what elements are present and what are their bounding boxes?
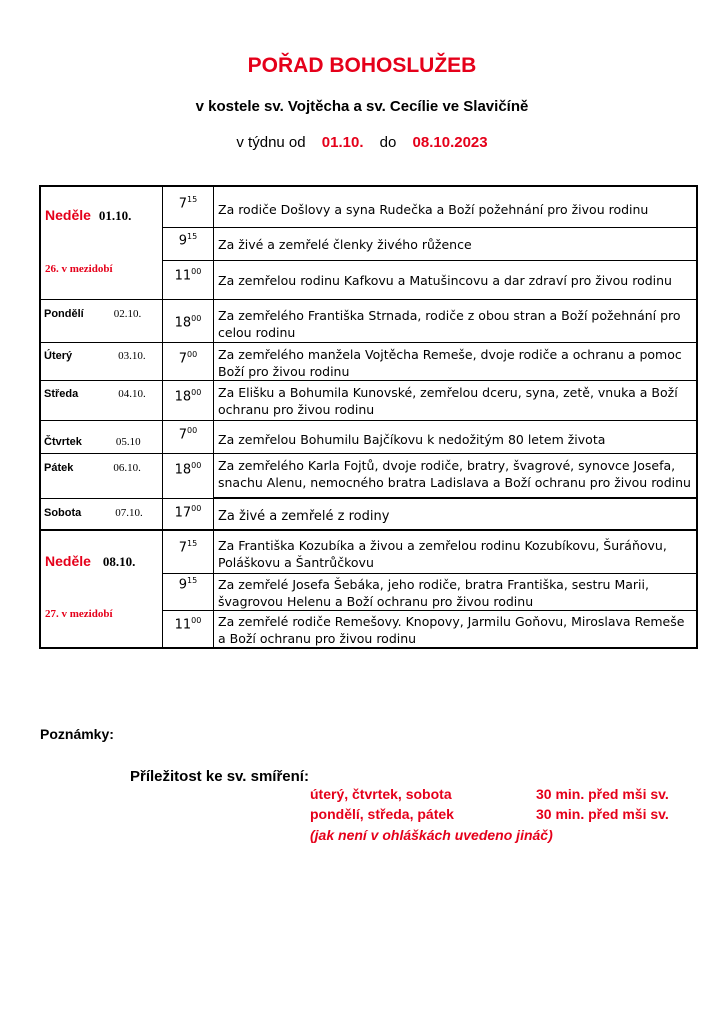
mass-hour: 18 [174,315,192,331]
mass-intention-text: Za Františka Kozubíka a živou a zemřelou rodinu Kozubíkovu, Šuráňovu, Poláškovu a Šantrůčkovu [218,538,667,570]
table-row [40,530,697,573]
mass-intention [214,186,698,228]
confession-note: (jak není v ohláškách uvedeno jináč) [310,827,553,843]
mass-intention [214,498,698,530]
confession-when-2: 30 min. před mši sv. [536,806,669,822]
mass-time [163,228,214,261]
mass-intention-text: Za Elišku a Bohumila Kunovské, zemřelou dceru, syna, zetě, vnuka a Boží ochranu pro živou rodinu [218,385,678,417]
mass-intention [214,261,698,300]
day-name: Středa [44,388,79,400]
mass-minute: 00 [191,615,202,625]
mass-intention [214,573,698,610]
day-name: Pátek [44,462,74,474]
mass-minute: 15 [187,539,198,548]
table-row [40,343,697,381]
mass-intention-text: Za rodiče Došlovy a syna Rudečka a Boží požehnání pro živou rodinu [218,202,649,217]
mass-intention-text: Za zemřelého Františka Strnada, rodiče z obou stran a Boží požehnání pro celou rodinu [218,308,681,340]
table-row [40,300,697,343]
day-cell [40,381,163,421]
mass-time [163,381,214,421]
week-prefix: v týdnu od [236,134,306,151]
day-cell [40,300,163,343]
mass-time [163,454,214,499]
mass-time [163,186,214,228]
day-cell [40,421,163,454]
day-date: 07.10. [115,506,143,519]
day-name: Úterý [44,350,73,362]
day-name: Neděle [45,207,91,223]
mass-minute: 15 [187,232,198,242]
mass-intention [214,381,698,421]
day-name: Čtvrtek [44,436,82,448]
mass-intention-text: Za zemřelého Karla Fojtů, dvoje rodiče, bratry, švagrové, synovce Josefa, snachu Alenu, nemocného bratra Ladislava a Boží ochranu pro živou rodinu [218,458,691,490]
day-cell [40,186,163,300]
mass-hour: 17 [174,504,192,520]
mass-time [163,530,214,573]
mass-intention-text: Za živé a zemřelé členky živého růžence [218,237,472,253]
week-range [0,134,724,151]
table-row [40,454,697,499]
confession-days-1: úterý, čtvrtek, sobota [310,786,452,802]
mass-time [163,261,214,300]
mass-schedule-table [39,185,698,649]
mass-time [163,610,214,648]
day-cell [40,343,163,381]
day-name: Neděle [45,553,91,569]
mass-intention [214,228,698,261]
mass-intention [214,530,698,573]
liturgical-note: 27. v mezidobí [45,608,113,620]
notes-label: Poznámky: [40,726,114,742]
day-name: Pondělí [44,308,84,320]
day-date: 04.10. [118,388,146,400]
mass-minute: 15 [187,195,198,204]
mass-time [163,300,214,343]
date-to: 08.10.2023 [412,134,488,151]
day-date: 02.10. [113,308,142,320]
mass-hour: 7 [178,540,188,556]
day-date: 05.10 [115,436,141,448]
mass-hour: 18 [174,462,192,478]
mass-time [163,498,214,530]
mass-minute: 00 [191,388,202,397]
table-row [40,498,697,530]
liturgical-note: 26. v mezidobí [45,263,113,275]
mass-intention [214,610,698,648]
mass-hour: 9 [178,233,188,249]
mass-minute: 15 [187,575,198,585]
mass-intention [214,454,698,499]
confession-days-2: pondělí, středa, pátek [310,806,454,822]
day-date: 03.10. [118,350,146,362]
mass-minute: 00 [191,503,202,513]
confession-label: Příležitost ke sv. smíření: [130,768,309,785]
confession-when-1: 30 min. před mši sv. [536,786,669,802]
week-mid: do [379,134,397,151]
mass-hour: 18 [174,389,192,405]
day-name: Sobota [44,506,82,519]
mass-minute: 00 [187,426,198,435]
mass-intention-text: Za zemřelé Josefa Šebáka, jeho rodiče, bratra Františka, sestru Marii, švagrovou Helenu a Boží ochranu pro živou rodinu [218,576,649,609]
day-date: 08.10. [102,554,136,569]
date-from: 01.10. [321,134,364,151]
day-date: 01.10. [98,208,132,223]
mass-time [163,421,214,454]
confession-line-1 [310,786,669,802]
day-date: 06.10. [113,462,141,474]
table-row [40,421,697,454]
mass-time [163,573,214,610]
mass-intention-text: Za zemřelou rodinu Kafkovu a Matušincovu a dar zdraví pro živou rodinu [218,273,672,289]
mass-hour: 7 [178,351,188,367]
day-cell [40,530,163,648]
mass-time [163,343,214,381]
day-cell [40,454,163,499]
mass-intention [214,300,698,343]
mass-intention-text: Za zemřelé rodiče Remešovy. Knopovy, Jarmilu Goňovu, Miroslava Remeše a Boží ochranu pro živou rodinu [218,613,685,646]
confession-line-2 [310,806,669,822]
mass-intention-text: Za zemřelého manžela Vojtěcha Remeše, dvoje rodiče a ochranu a pomoc Boží pro živou rodinu [218,347,682,379]
mass-hour: 11 [174,616,192,632]
table-row [40,186,697,228]
mass-minute: 00 [191,461,202,470]
mass-intention [214,421,698,454]
mass-intention-text: Za zemřelou Bohumilu Bajčíkovu k nedožitým 80 letem života [218,432,606,447]
mass-hour: 7 [178,427,188,443]
mass-minute: 00 [191,314,202,323]
mass-intention-text: Za živé a zemřelé z rodiny [218,509,390,524]
mass-hour: 9 [178,576,188,592]
mass-hour: 11 [174,268,192,284]
day-cell [40,498,163,530]
mass-hour: 7 [178,196,188,212]
page-title: POŘAD BOHOSLUŽEB [247,54,477,77]
table-row [40,381,697,421]
mass-minute: 00 [187,350,198,359]
mass-minute: 00 [191,267,202,277]
mass-intention [214,343,698,381]
church-subtitle: v kostele sv. Vojtěcha a sv. Cecílie ve Slavičíně [195,98,529,115]
